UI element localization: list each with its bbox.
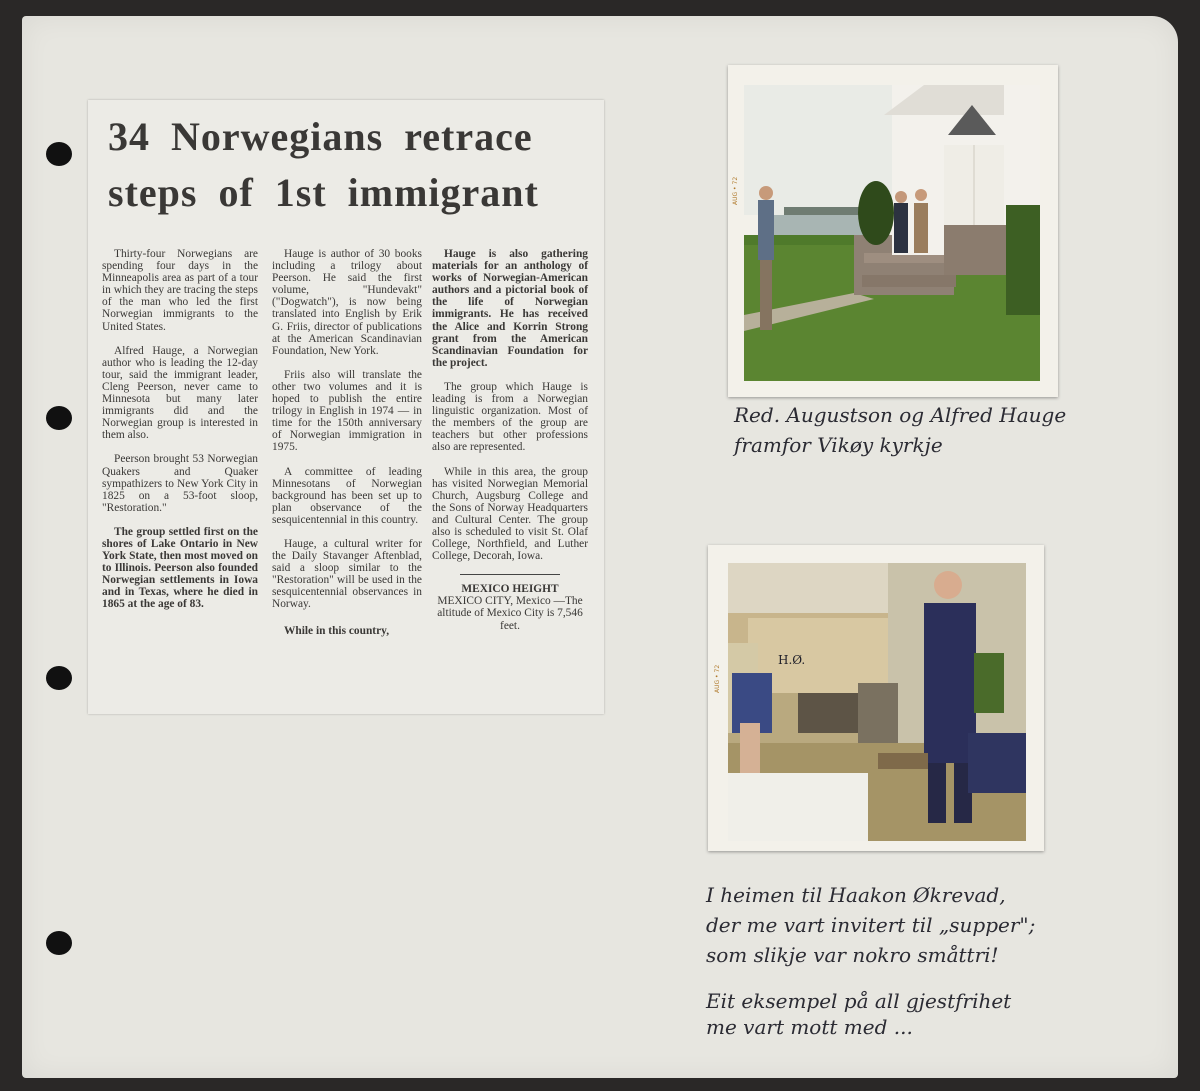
caption-line [706,970,1035,986]
caption-line: Red. Augustson og Alfred Hauge [734,403,1067,427]
paragraph: The group which Hauge is leading is from a Norwegian linguistic organization. Most of the members of the group are teachers but other professions also are represented. [432,380,588,454]
paragraph: While in this country, [284,624,390,637]
caption-line: me vart mott med ... [706,1015,913,1039]
photo-church [728,65,1058,397]
paragraph: Peerson brought 53 Norwegian Quakers and Quaker sympathizers to New York City in 1825 on a 53-foot sloop, "Restoration." [102,453,258,514]
article-column-3 [432,248,588,632]
binder-hole [46,142,72,166]
caption-interior [706,880,1035,1042]
paragraph: A committee of leading Minnesotans of Norwegian background has been set up to plan observance of the sesquicentennial in this country. [272,465,422,526]
article-column-1 [102,248,258,623]
paragraph: The group settled first on the shores of Lake Ontario in New York State, then most moved on to Illinois. Peerson also founded Norwegian settlements in Iowa and in Texas, where he died in 1865 at the age of 83. [102,525,258,611]
paragraph: Hauge is author of 30 books including a trilogy about Peerson. He said the first volume, "Hundevakt" ("Dogwatch"), is now being translated into English by Erik G. Friis, director of publications at the American Scandinavian Foundation, New York. [272,248,422,357]
date-stamp: AUG • 72 [732,176,739,205]
church-photo-image [744,85,1040,381]
headline-line-2: steps of 1st immigrant [108,170,539,215]
brief-title: MEXICO HEIGHT [461,583,559,596]
caption-line: som slikje var nokro småttri! [706,943,999,967]
interior-photo-image [728,563,1026,841]
paragraph: Hauge is also gathering materials for an anthology of works of Norwegian-American authors and a pictorial book of the life of Norwegian immigrants. He has received the Alice and Korrin Strong grant from the American Scandinavian Foundation for the project. [432,248,588,369]
paragraph: Friis also will translate the other two volumes and it is hoped to publish the entire trilogy in English in 1974 — in time for the 150th anniversary of Norwegian immigration in 1975. [272,368,422,454]
handwritten-initials: H.Ø. [778,653,806,667]
caption-line: framfor Vikøy kyrkje [734,433,943,457]
photo-interior [708,545,1044,851]
paragraph: Alfred Hauge, a Norwegian author who is leading the 12-day tour, said the immigrant leader, Cleng Peerson, never came to Minnesota but many later immigrants did and the Norwegian group is interested in them also. [102,344,258,442]
newspaper-clipping [88,100,604,714]
caption-line: I heimen til Haakon Økrevad, [706,883,1006,907]
date-stamp: AUG • 72 [714,664,721,693]
divider [460,574,560,575]
brief-text: MEXICO CITY, Mexico —The altitude of Mexico City is 7,546 feet. [437,595,583,632]
caption-line: der me vart invitert til „supper"; [706,913,1036,937]
paragraph: Thirty-four Norwegians are spending four days in the Minneapolis area as part of a tour in which they are tracing the steps of the man who led the first Norwegian immigrants to the United States. [102,248,258,333]
caption-church [734,400,1066,460]
binder-hole [46,931,72,955]
binder-hole [46,666,72,690]
paragraph: Hauge, a cultural writer for the Daily Stavanger Aftenblad, said a sloop similar to the "Restoration" will be used in the sesquicentennial observances in Norway. [272,537,422,611]
article-column-2 [272,248,422,649]
headline-line-1: 34 Norwegians retrace [108,114,533,159]
binder-hole [46,406,72,430]
headline [108,116,588,214]
paragraph: While in this area, the group has visited Norwegian Memorial Church, Augsburg College and the Sons of Norway Headquarters and Cultural Center. The group also is scheduled to visit St. Olaf College, Northfield, and Luther College, Decorah, Iowa. [432,465,588,563]
caption-line: Eit eksempel på all gjestfrihet [706,989,1012,1013]
